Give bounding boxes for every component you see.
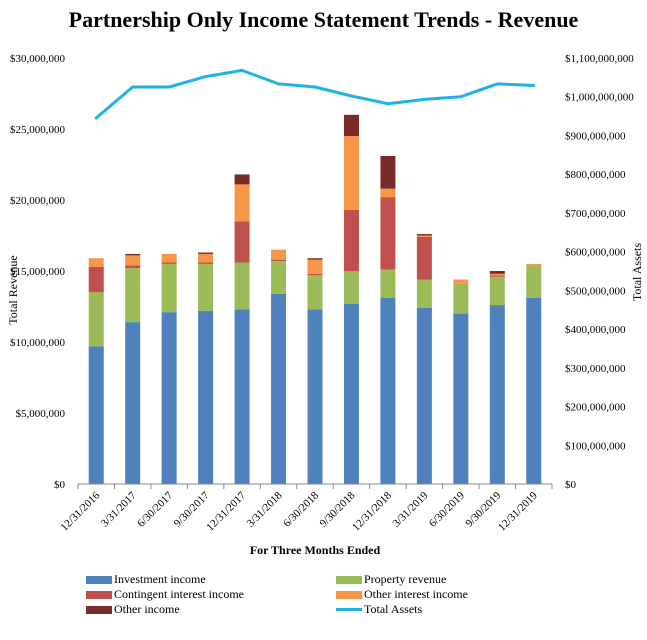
bar-contingent-interest-income [235,221,250,262]
total-assets-line-group [95,69,536,120]
y2-tick-label: $700,000,000 [565,207,626,220]
bar-other-interest-income [89,258,104,267]
bar-investment-income [453,314,468,484]
bar-investment-income [526,298,541,484]
legend-label: Total Assets [364,602,423,616]
total-assets-point [532,84,535,87]
bar-other-interest-income [490,274,505,275]
total-assets-point [459,95,462,98]
total-assets-point [168,86,171,89]
bar-property-revenue [89,292,104,346]
bar-investment-income [89,346,104,484]
bar-other-interest-income [526,264,541,265]
y-tick-label: $30,000,000 [10,53,65,65]
bar-property-revenue [417,280,432,308]
x-tick-label: 6/30/2018 [281,489,322,530]
legend-swatch [86,591,112,599]
legend-item-contingent-interest-income [86,587,244,602]
bar-property-revenue [271,261,286,294]
total-assets-point [386,102,389,105]
y-axis-title: Total Revenue [6,255,20,325]
bar-other-interest-income [453,280,468,284]
x-tick-label: 3/31/2018 [244,489,285,530]
x-tick-label: 3/31/2017 [98,489,139,530]
bar-other-interest-income [344,136,359,210]
legend-item-investment-income [86,572,206,587]
y2-tick-label: $900,000,000 [565,130,626,143]
bar-other-interest-income [125,255,140,265]
legend-item-other-interest-income [336,587,468,602]
legend-label: Other income [114,602,180,616]
y-tick-label: $5,000,000 [15,408,65,420]
bar-investment-income [308,309,323,484]
x-axis-title: For Three Months Ended [249,543,381,557]
bar-other-income [308,258,323,259]
y2-tick-label: $1,000,000,000 [565,91,634,104]
x-tick-label: 12/31/2019 [495,489,540,534]
bar-contingent-interest-income [198,262,213,263]
y2-axis-title: Total Assets [630,242,644,302]
total-assets-point [423,98,426,101]
total-assets-point [95,117,98,120]
bar-other-income [490,271,505,274]
legend-label: Property revenue [364,572,447,586]
bar-contingent-interest-income [344,210,359,271]
bar-other-income [235,174,250,184]
x-tick-label: 12/31/2017 [204,489,249,534]
bar-other-income [344,115,359,136]
total-assets-line [96,70,534,118]
y2-tick-label: $1,100,000,000 [565,53,634,65]
y2-tick-label: $200,000,000 [565,401,626,414]
bar-other-interest-income [271,250,286,260]
legend-swatch [336,591,362,599]
total-assets-point [314,86,317,89]
bar-investment-income [380,298,395,484]
bar-property-revenue [235,262,250,309]
x-tick-label: 12/31/2016 [58,489,103,534]
x-tick-label: 6/30/2017 [135,489,176,530]
y2-tick-label: $800,000,000 [565,169,626,182]
legend-label: Contingent interest income [114,587,244,601]
y2-tick-label: $0 [565,479,576,491]
bar-property-revenue [453,284,468,314]
bar-property-revenue [380,270,395,298]
bar-contingent-interest-income [380,197,395,269]
bar-property-revenue [490,277,505,305]
bar-investment-income [344,304,359,484]
bar-other-income [125,254,140,255]
total-assets-point [241,69,244,72]
bar-other-interest-income [308,260,323,274]
y-tick-label: $10,000,000 [10,337,65,349]
y2-tick-label: $500,000,000 [565,285,626,298]
bar-investment-income [490,305,505,484]
y2-tick-label: $400,000,000 [565,324,626,337]
bar-contingent-interest-income [417,237,432,280]
bar-contingent-interest-income [490,275,505,276]
bar-other-interest-income [198,254,213,263]
bar-other-income [380,156,395,189]
y-tick-label: $15,000,000 [10,266,65,278]
legend-label: Other interest income [364,587,468,601]
bar-property-revenue [308,275,323,309]
x-tick-label: 9/30/2017 [171,489,212,530]
bar-property-revenue [125,268,140,322]
total-assets-point [204,75,207,78]
bar-other-income [198,253,213,254]
bar-contingent-interest-income [89,267,104,293]
y2-tick-label: $300,000,000 [565,362,626,375]
legend-swatch [86,576,112,584]
x-tick-label: 12/31/2018 [350,489,395,534]
legend-item-other-income [86,602,180,617]
bar-contingent-interest-income [271,260,286,261]
bar-other-interest-income [417,236,432,237]
bar-other-interest-income [235,184,250,221]
bar-other-income [417,234,432,235]
bar-group [89,115,542,484]
total-assets-point [496,82,499,85]
bar-contingent-interest-income [308,274,323,275]
bar-property-revenue [198,264,213,311]
legend-swatch [336,576,362,584]
legend-item-property-revenue [336,572,446,587]
x-tick-label: 6/30/2019 [426,489,467,530]
bar-contingent-interest-income [162,262,177,263]
y2-tick-label: $100,000,000 [565,440,626,453]
bar-other-interest-income [380,189,395,198]
legend-label: Investment income [114,572,206,586]
bar-contingent-interest-income [125,265,140,268]
bar-investment-income [125,322,140,484]
bar-other-interest-income [162,254,177,263]
total-assets-point [277,82,280,85]
x-tick-label: 3/31/2019 [390,489,431,530]
bar-property-revenue [344,271,359,304]
total-assets-point [350,94,353,97]
x-tick-label: 9/30/2019 [463,489,504,530]
total-assets-point [131,86,134,89]
bar-investment-income [417,308,432,484]
bar-property-revenue [526,265,541,298]
chart-title: Partnership Only Income Statement Trends - Revenue [68,7,579,32]
y2-tick-label: $600,000,000 [565,246,626,259]
y-tick-label: $25,000,000 [10,124,65,136]
bar-investment-income [162,312,177,484]
y-tick-label: $20,000,000 [10,195,65,207]
bar-investment-income [235,309,250,484]
x-tick-label: 9/30/2018 [317,489,358,530]
legend-line-swatch [336,608,362,611]
y-tick-label: $0 [54,479,65,491]
bar-investment-income [198,311,213,484]
bar-property-revenue [162,264,177,312]
legend-swatch [86,606,112,614]
legend-item-total-assets [336,602,422,617]
bar-investment-income [271,294,286,484]
